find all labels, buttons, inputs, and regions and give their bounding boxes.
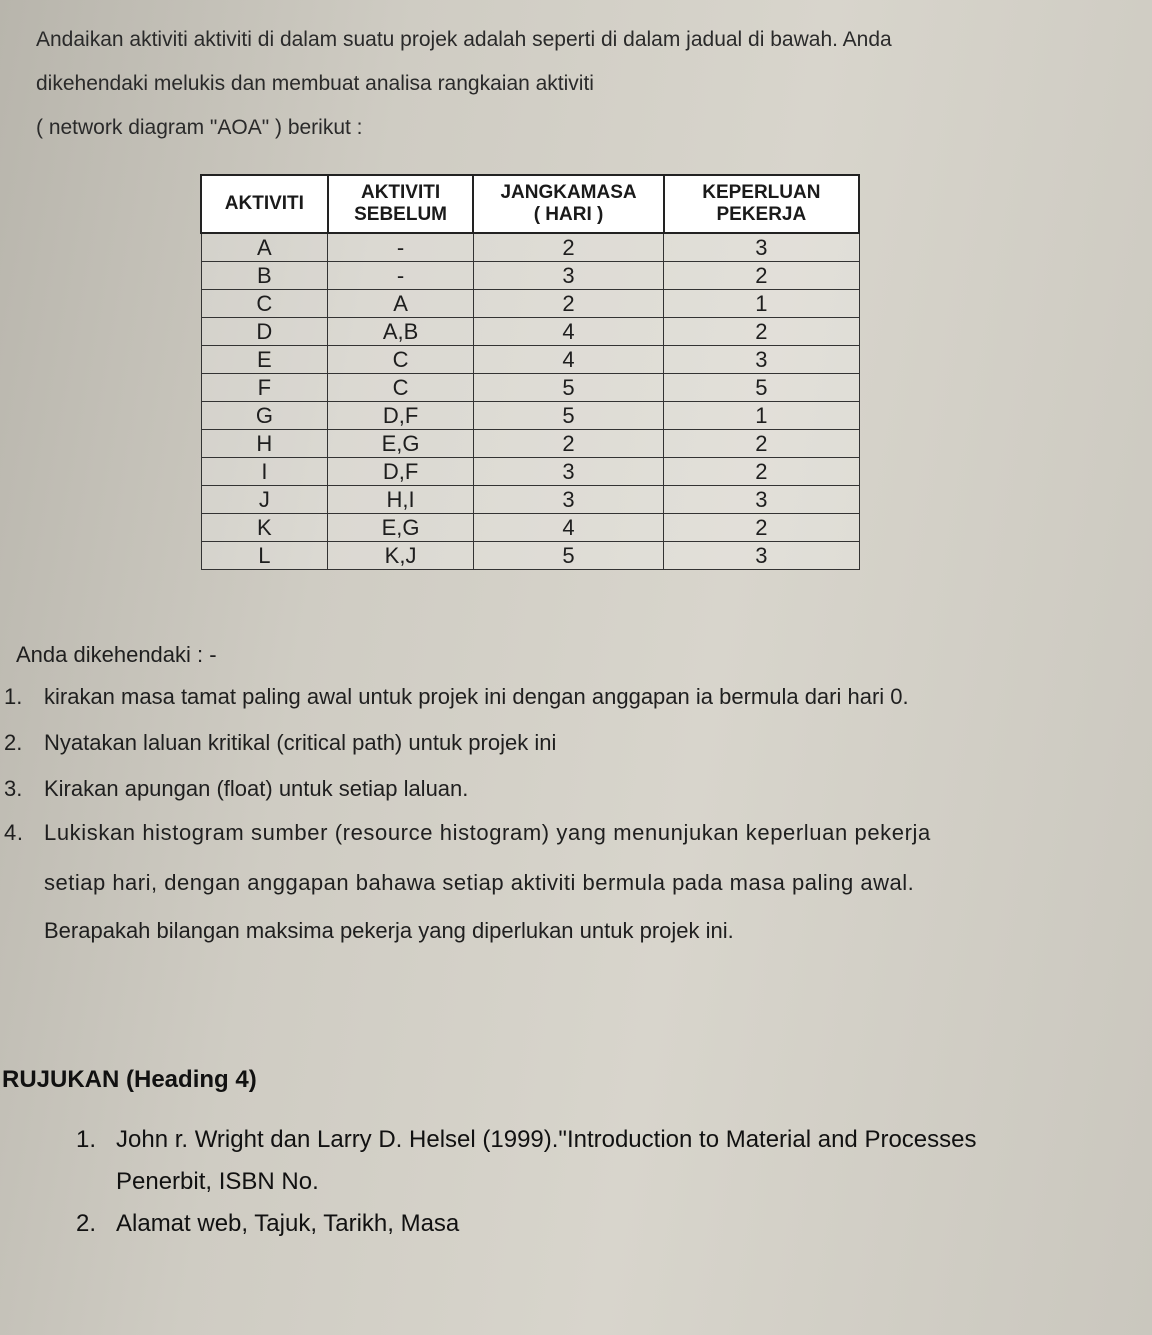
cell-jangkamasa: 4: [473, 318, 663, 346]
cell-keperluan-pekerja: 3: [664, 233, 859, 262]
header-keperluan-pekerja: KEPERLUAN PEKERJA: [664, 175, 859, 233]
task-item-4-line-2: setiap hari, dengan anggapan bahawa setiap aktiviti bermula pada masa paling awal.: [44, 870, 915, 895]
cell-aktiviti: A: [201, 233, 328, 262]
table-row: [201, 318, 859, 346]
cell-jangkamasa: 2: [473, 233, 663, 262]
task-number: 1.: [4, 684, 23, 709]
cell-keperluan-pekerja: 1: [664, 290, 859, 318]
cell-keperluan-pekerja: 2: [664, 262, 859, 290]
header-jangkamasa: JANGKAMASA ( HARI ): [473, 175, 663, 233]
cell-aktiviti: E: [201, 346, 328, 374]
cell-keperluan-pekerja: 3: [664, 346, 859, 374]
tasks-lead: Anda dikehendaki : -: [16, 642, 217, 667]
task-item-4-line-3: Berapakah bilangan maksima pekerja yang diperlukan untuk projek ini.: [44, 918, 734, 943]
cell-aktiviti-sebelum: A,B: [328, 318, 474, 346]
table-row: [201, 514, 859, 542]
cell-aktiviti-sebelum: D,F: [328, 458, 474, 486]
cell-keperluan-pekerja: 3: [664, 542, 859, 570]
table-row: [201, 346, 859, 374]
intro-line-1: Andaikan aktiviti aktiviti di dalam suatu projek adalah seperti di dalam jadual di bawah. Anda: [36, 28, 892, 51]
cell-aktiviti-sebelum: E,G: [328, 514, 474, 542]
cell-aktiviti-sebelum: A: [328, 290, 474, 318]
cell-aktiviti-sebelum: K,J: [328, 542, 474, 570]
reference-1-line-1: John r. Wright dan Larry D. Helsel (1999)."Introduction to Material and Processes: [116, 1126, 977, 1153]
table-row: [201, 486, 859, 514]
cell-keperluan-pekerja: 2: [664, 430, 859, 458]
table-row: [201, 542, 859, 570]
cell-aktiviti: G: [201, 402, 328, 430]
cell-keperluan-pekerja: 5: [664, 374, 859, 402]
task-number: 4.: [4, 820, 24, 845]
task-number: 3.: [4, 776, 23, 801]
task-text: kirakan masa tamat paling awal untuk projek ini dengan anggapan ia bermula dari hari 0.: [44, 684, 909, 709]
cell-keperluan-pekerja: 3: [664, 486, 859, 514]
task-text: Lukiskan histogram sumber (resource histogram) yang menunjukan keperluan pekerja: [44, 820, 931, 845]
cell-aktiviti: I: [201, 458, 328, 486]
cell-jangkamasa: 3: [473, 262, 663, 290]
intro-line-2: dikehendaki melukis dan membuat analisa rangkaian aktiviti: [36, 72, 594, 95]
cell-aktiviti: L: [201, 542, 328, 570]
cell-jangkamasa: 5: [473, 542, 663, 570]
activity-table: [200, 174, 860, 570]
cell-aktiviti-sebelum: C: [328, 374, 474, 402]
cell-aktiviti: B: [201, 262, 328, 290]
cell-jangkamasa: 2: [473, 290, 663, 318]
cell-aktiviti-sebelum: -: [328, 233, 474, 262]
cell-keperluan-pekerja: 2: [664, 458, 859, 486]
cell-keperluan-pekerja: 2: [664, 318, 859, 346]
table-row: [201, 402, 859, 430]
cell-jangkamasa: 3: [473, 486, 663, 514]
reference-1-line-2: Penerbit, ISBN No.: [116, 1168, 319, 1195]
cell-jangkamasa: 4: [473, 514, 663, 542]
table-row: [201, 458, 859, 486]
cell-aktiviti-sebelum: E,G: [328, 430, 474, 458]
cell-aktiviti-sebelum: H,I: [328, 486, 474, 514]
table-row: [201, 233, 859, 262]
table-row: [201, 290, 859, 318]
cell-aktiviti-sebelum: C: [328, 346, 474, 374]
header-aktiviti: AKTIVITI: [201, 175, 328, 233]
cell-jangkamasa: 5: [473, 402, 663, 430]
intro-paragraph: [36, 18, 1126, 150]
activity-table-container: [200, 174, 860, 570]
cell-aktiviti: C: [201, 290, 328, 318]
cell-jangkamasa: 2: [473, 430, 663, 458]
table-header-row: [201, 175, 859, 233]
table-body: [201, 233, 859, 570]
task-number: 2.: [4, 730, 23, 755]
cell-aktiviti: H: [201, 430, 328, 458]
cell-jangkamasa: 3: [473, 458, 663, 486]
cell-jangkamasa: 4: [473, 346, 663, 374]
cell-aktiviti: D: [201, 318, 328, 346]
table-row: [201, 262, 859, 290]
cell-keperluan-pekerja: 2: [664, 514, 859, 542]
cell-aktiviti-sebelum: -: [328, 262, 474, 290]
task-text: Nyatakan laluan kritikal (critical path) untuk projek ini: [44, 730, 557, 755]
table-row: [201, 430, 859, 458]
task-text: Kirakan apungan (float) untuk setiap laluan.: [44, 776, 469, 801]
cell-aktiviti: F: [201, 374, 328, 402]
reference-2-text: Alamat web, Tajuk, Tarikh, Masa: [116, 1210, 460, 1237]
header-aktiviti-sebelum: AKTIVITI SEBELUM: [328, 175, 474, 233]
reference-2-number: 2.: [76, 1210, 97, 1237]
cell-aktiviti-sebelum: D,F: [328, 402, 474, 430]
references-heading: RUJUKAN (Heading 4): [2, 1066, 257, 1093]
table-row: [201, 374, 859, 402]
cell-jangkamasa: 5: [473, 374, 663, 402]
reference-1-number: 1.: [76, 1126, 97, 1153]
cell-aktiviti: K: [201, 514, 328, 542]
cell-aktiviti: J: [201, 486, 328, 514]
intro-line-3: ( network diagram "AOA" ) berikut :: [36, 116, 363, 139]
cell-keperluan-pekerja: 1: [664, 402, 859, 430]
